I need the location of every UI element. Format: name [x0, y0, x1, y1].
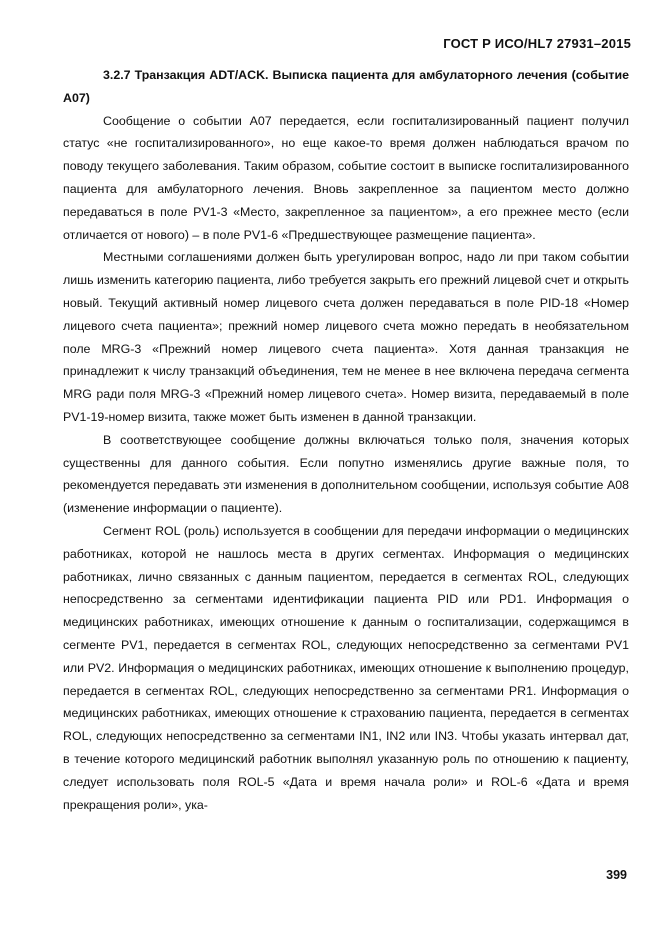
paragraph: Местными соглашениями должен быть урегулирован вопрос, надо ли при таком событии лишь изменить категорию пациента, либо требуется закрыть его прежний лицевой счет и открыть новый. Текущий активный номер лицевого счета должен передаваться в поле PID-18 «Номер лицевого счета пациента»; прежний номер лицевого счета можно передать в необязательном поле MRG-3 «Прежний номер лицевого счета пациента». Хотя данная транзакция не принадлежит к числу транзакций объединения, тем не менее в нее включена передача сегмента MRG ради поля MRG-3 «Прежний номер лицевого счета». Номер визита, передаваемый в поле PV1-19-номер визита, также может быть изменен в данной транзакции. — [63, 250, 629, 424]
paragraph: Сообщение о событии A07 передается, если госпитализированный пациент получил статус «не госпитализированного», но еще какое-то время должен наблюдаться врачом по поводу текущего заболевания. Таким образом, событие состоит в выписке госпитализированного пациента для амбулаторного лечения. Вновь закрепленное за пациентом место должно передаваться в поле PV1-3 «Место, закрепленное за пациентом», а его прежнее место (если отличается от нового) – в поле PV1-6 «Предшествующее размещение пациента». — [63, 113, 629, 242]
standard-header: ГОСТ Р ИСО/HL7 27931–2015 — [443, 36, 631, 51]
page-number: 399 — [606, 868, 627, 882]
paragraph: В соответствующее сообщение должны включаться только поля, значения которых существенны для данного события. Если попутно изменялись другие важные поля, то рекомендуется передавать эти изменения в дополнительном сообщении, используя событие A08 (изменение информации о пациенте). — [63, 432, 629, 516]
paragraph: Сегмент ROL (роль) используется в сообщении для передачи информации о медицинских работниках, которой не нашлось места в других сегментах. Информация о медицинских работниках, лично связанных с данным пациентом, передается в сегментах ROL, следующих непосредственно за сегментами идентификации пациента PID или PD1. Информация о медицинских работниках, имеющих отношение к данным о госпитализации, содержащимся в сегменте PV1, передается в сегментах ROL, следующих непосредственно за сегментами PV1 или PV2. Информация о медицинских работниках, имеющих отношение к выполнению процедур, передается в сегментах ROL, следующих непосредственно за сегментами PR1. Информация о медицинских работниках, имеющих отношение к страхованию пациента, передается в сегментах ROL, следующих непосредственно за сегментами IN1, IN2 или IN3. Чтобы указать интервал дат, в течение которого медицинский работник выполнял указанную роль по отношению к пациенту, следует использовать поля ROL-5 «Дата и время начала роли» и ROL-6 «Дата и время прекращения роли», ука- — [63, 523, 629, 812]
document-body — [63, 64, 629, 816]
section-title: 3.2.7 Транзакция ADT/ACK. Выписка пациента для амбулаторного лечения (событие A07) — [63, 68, 629, 105]
